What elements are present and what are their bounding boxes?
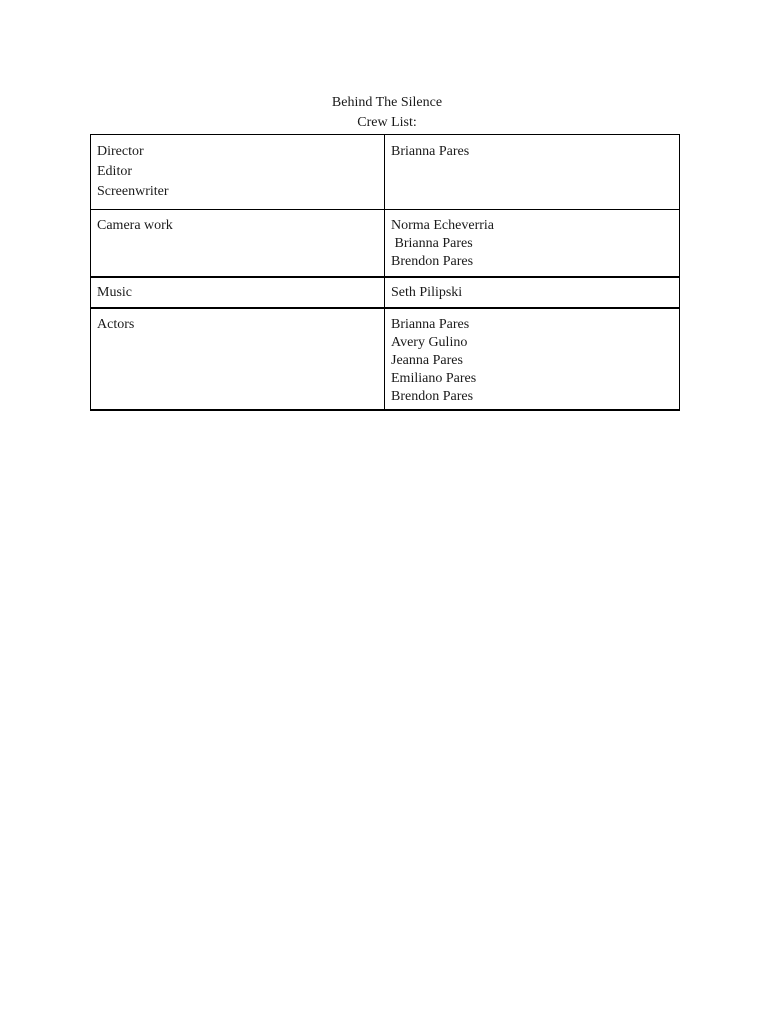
crew-name: Norma Echeverria — [391, 218, 494, 233]
document-title: Behind The Silence — [331, 95, 443, 110]
table-row — [91, 135, 680, 210]
crew-name: Avery Gulino — [391, 334, 468, 350]
role-label: Editor — [97, 164, 132, 179]
crew-name: Brendon Pares — [391, 254, 474, 269]
table-row — [91, 277, 680, 308]
table-row — [91, 210, 680, 277]
role-cell — [91, 135, 385, 210]
names-cell — [385, 308, 680, 410]
crew-name: Emiliano Pares — [391, 370, 477, 386]
role-label: Director — [97, 144, 144, 159]
table-row — [91, 308, 680, 410]
role-label: Screenwriter — [97, 184, 169, 199]
crew-name: Jeanna Pares — [391, 352, 463, 368]
role-cell — [91, 277, 385, 308]
crew-name: Brianna Pares — [391, 144, 470, 159]
names-cell — [385, 277, 680, 308]
document-subtitle: Crew List: — [357, 115, 417, 130]
crew-name: Brianna Pares — [391, 316, 470, 332]
role-cell — [91, 308, 385, 410]
role-label: Camera work — [97, 218, 173, 233]
role-cell — [91, 210, 385, 277]
crew-name: Brianna Pares — [391, 236, 473, 251]
role-label: Actors — [97, 316, 135, 332]
crew-name: Seth Pilipski — [391, 284, 463, 300]
crew-table — [90, 134, 680, 411]
role-label: Music — [97, 284, 132, 300]
crew-name: Brendon Pares — [391, 388, 474, 404]
names-cell — [385, 135, 680, 210]
names-cell — [385, 210, 680, 277]
